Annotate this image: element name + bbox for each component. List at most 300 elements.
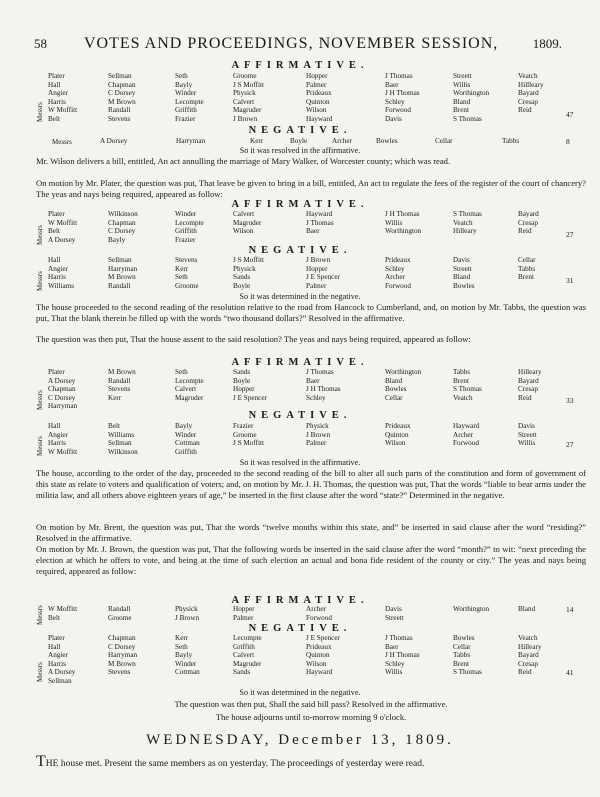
- vote2-neg-messrs-label: Messrs: [36, 271, 44, 291]
- member-name: Forwood: [385, 281, 411, 290]
- member-name: J H Thomas: [385, 89, 420, 98]
- member-name: Calvert: [233, 97, 255, 106]
- member-name: Willis: [385, 218, 403, 227]
- name-column: [518, 210, 539, 236]
- member-name: Bayard: [518, 651, 539, 660]
- name-column: [233, 210, 261, 236]
- member-name: Bowles: [385, 385, 407, 394]
- member-name: Wilson: [306, 659, 327, 668]
- member-name: S Thomas: [453, 668, 482, 677]
- member-name: Wilson: [306, 106, 327, 115]
- member-name: Physick: [175, 605, 198, 613]
- name-column: [233, 634, 262, 677]
- member-name: Kerr: [175, 264, 189, 273]
- member-name: Bayly: [175, 422, 193, 430]
- member-name: Archer: [453, 430, 473, 439]
- member-name: Hayward: [453, 422, 480, 430]
- member-name: Sands: [233, 368, 251, 376]
- paragraph-constitution-bill: The house, according to the order of the day, proceeded to the second reading of the bill to alter all such parts of the constitution and form of government of this state as relate to voters and qualification of voters; and, on motion by Mr. J. H. Thomas, the question was put, That the words “liable to bear arms under the militia law, and all others above eighteen years of age,” be inserted in the first clause after the word “state?” Determined in the negative.: [36, 468, 586, 500]
- member-name: Winder: [175, 659, 197, 668]
- member-name: Reid: [518, 106, 532, 115]
- member-name: Bland: [385, 376, 403, 385]
- member-name: Hopper: [233, 385, 255, 394]
- vote1-result: So it was resolved in the affirmative.: [239, 146, 361, 155]
- member-name: Stevens: [108, 668, 131, 677]
- name-column: [385, 605, 404, 622]
- vote4-affirmative-count: 14: [566, 605, 574, 614]
- paragraph-cumberland-road: The house proceeded to the second reading of the resolution relative to the road from Hancock to Cumberland, and, on motion by Mr. Tabbs, the question was put, That the blank therein be filled up with the words “two thousand dollars?” Resolved in the affirmative.: [36, 302, 586, 323]
- member-name: Boyle: [290, 137, 308, 145]
- member-name: Calvert: [233, 651, 255, 660]
- member-name: J E Spencer: [233, 393, 267, 402]
- house-met-text: HE house met. Present the same members as on yesterday. The proceedings of yesterday were read.: [45, 759, 425, 769]
- name-column: [108, 634, 137, 677]
- member-name: J H Thomas: [385, 210, 420, 218]
- name-column: [233, 368, 267, 402]
- member-name: Worthington: [453, 89, 490, 98]
- member-name: Williams: [108, 430, 135, 439]
- name-column: [453, 72, 489, 124]
- member-name: Bland: [453, 273, 471, 282]
- member-name: Boyle: [233, 376, 251, 385]
- member-name: Cellar: [435, 137, 453, 145]
- name-column: [453, 422, 479, 448]
- member-name: Streett: [453, 264, 472, 273]
- member-name: Bayly: [175, 651, 193, 660]
- member-name: Reid: [518, 393, 532, 402]
- vote3-neg-messrs-label: Messrs: [36, 436, 44, 456]
- member-name: Harryman: [48, 402, 78, 411]
- name-column: [48, 368, 77, 411]
- paragraph-assent-question: The question was then put, That the house assent to the said resolution? The yeas and nays being required, appeared as follow:: [36, 334, 471, 344]
- member-name: Bowles: [376, 137, 398, 145]
- member-name: Harryman: [108, 651, 138, 660]
- member-name: Magruder: [233, 106, 262, 115]
- vote4-aff-messrs-label: Messrs: [36, 605, 44, 625]
- member-name: Lecompte: [175, 218, 204, 227]
- member-name: Prideaux: [306, 89, 332, 98]
- name-column: [233, 72, 264, 124]
- member-name: Wilson: [385, 439, 406, 448]
- member-name: Kerr: [175, 634, 189, 642]
- member-name: Willis: [453, 80, 471, 89]
- member-name: Hayward: [306, 114, 333, 123]
- member-name: Griffith: [175, 227, 197, 236]
- member-name: Tabbs: [453, 651, 471, 660]
- member-name: Physick: [233, 89, 256, 98]
- member-name: Plater: [48, 634, 65, 642]
- vote1-messrs-label: Messrs: [36, 102, 44, 122]
- member-name: Baer: [385, 80, 399, 89]
- name-column: [175, 605, 199, 622]
- vote2-aff-messrs-label: Messrs: [36, 225, 44, 245]
- member-name: J E Spencer: [306, 273, 340, 282]
- vote4-negative-count: 41: [566, 668, 574, 677]
- name-column: [233, 422, 264, 448]
- member-name: Angier: [48, 651, 68, 660]
- vote1-affirmative-heading: AFFIRMATIVE.: [231, 60, 369, 71]
- member-name: Cresap: [518, 385, 538, 394]
- vote2-negative-heading: NEGATIVE.: [248, 245, 352, 256]
- member-name: J Brown: [306, 430, 331, 439]
- member-name: Chapman: [48, 385, 76, 394]
- member-name: Archer: [332, 137, 352, 145]
- name-column: [385, 634, 420, 677]
- name-column: [385, 72, 420, 124]
- member-name: Hayward: [306, 210, 333, 218]
- member-name: C Dorsey: [48, 393, 76, 402]
- member-name: Forwood: [453, 439, 479, 448]
- name-column: [453, 210, 482, 236]
- member-name: Brent: [453, 659, 469, 668]
- member-name: Calvert: [233, 210, 255, 218]
- member-name: J Thomas: [385, 634, 413, 642]
- vote2-affirmative-count: 27: [566, 230, 574, 239]
- member-name: Palmer: [233, 613, 254, 622]
- member-name: C Dorsey: [108, 642, 136, 651]
- member-name: W Moffitt: [48, 218, 78, 227]
- member-name: Groome: [233, 72, 257, 80]
- name-column: [48, 634, 75, 686]
- member-name: Griffith: [233, 642, 255, 651]
- member-name: Bayard: [518, 376, 539, 385]
- member-name: Chapman: [108, 80, 136, 89]
- member-name: Stevens: [175, 256, 198, 264]
- member-name: Chapman: [108, 634, 136, 642]
- member-name: Frazier: [233, 422, 254, 430]
- member-name: Cottman: [175, 668, 200, 677]
- vote3-result: So it was resolved in the affirmative.: [239, 458, 361, 467]
- member-name: Hilleary: [518, 642, 542, 651]
- name-column: [518, 256, 536, 282]
- member-name: A Dorsey: [48, 668, 76, 677]
- member-name: Lecompte: [233, 634, 262, 642]
- member-name: Prideaux: [306, 642, 332, 651]
- member-name: Angier: [48, 89, 68, 98]
- paragraph-plater-motion: On motion by Mr. Plater, the question was put, That leave be given to bring in a bill, entitled, An act to regulate the fees of the register of the court of chancery? The yeas and nays being required, appeared as follow:: [36, 178, 586, 199]
- vote3-negative-heading: NEGATIVE.: [248, 410, 352, 421]
- member-name: Angier: [48, 430, 68, 439]
- member-name: S Thomas: [453, 210, 482, 218]
- name-column: [453, 368, 482, 402]
- name-column: [48, 210, 77, 244]
- name-column: [306, 634, 340, 677]
- member-name: Harris: [48, 659, 66, 668]
- name-column: [175, 634, 200, 677]
- member-name: Hopper: [233, 605, 255, 613]
- member-name: Williams: [48, 281, 75, 290]
- member-name: Davis: [385, 114, 402, 123]
- vote3-aff-messrs-label: Messrs: [36, 390, 44, 410]
- member-name: Lecompte: [175, 376, 204, 385]
- member-name: J Thomas: [385, 72, 413, 80]
- member-name: Hall: [48, 422, 61, 430]
- member-name: Seth: [175, 273, 188, 282]
- name-column: [518, 605, 535, 614]
- member-name: Palmer: [306, 281, 327, 290]
- member-name: Bayly: [175, 80, 193, 89]
- member-name: Schley: [385, 264, 405, 273]
- paragraph-adjourn: The house adjourns until to-morrow morning 9 o'clock.: [215, 712, 407, 722]
- name-column: [108, 72, 136, 124]
- vote4-neg-messrs-label: Messrs: [36, 662, 44, 682]
- member-name: Seth: [175, 72, 188, 80]
- member-name: Davis: [453, 256, 470, 264]
- member-name: Plater: [48, 72, 65, 80]
- member-name: Belt: [48, 114, 60, 123]
- name-column: [518, 422, 537, 448]
- drop-letter: T: [36, 753, 46, 770]
- member-name: J S Moffitt: [233, 256, 265, 264]
- name-column: [518, 368, 542, 402]
- member-name: Veatch: [518, 634, 538, 642]
- member-name: Chapman: [108, 218, 136, 227]
- name-column: [306, 605, 332, 622]
- name-column: [306, 422, 330, 448]
- name-column: [306, 210, 334, 236]
- member-name: Kerr: [250, 137, 264, 145]
- member-name: Griffith: [175, 447, 197, 456]
- member-name: Cottman: [175, 439, 200, 448]
- member-name: Bayard: [518, 210, 539, 218]
- member-name: J Brown: [306, 256, 331, 264]
- member-name: Sellman: [48, 676, 72, 685]
- member-name: Randall: [108, 605, 131, 613]
- member-name: Plater: [48, 368, 65, 376]
- member-name: Brent: [453, 106, 469, 115]
- member-name: Forwood: [385, 106, 411, 115]
- member-name: Randall: [108, 376, 131, 385]
- name-column: [48, 72, 77, 124]
- member-name: Groome: [108, 613, 132, 622]
- paragraph-bill-pass: The question was then put, Shall the said bill pass? Resolved in the affirmative.: [174, 699, 448, 709]
- member-name: Hall: [48, 80, 61, 89]
- member-name: Prideaux: [385, 422, 411, 430]
- member-name: Schley: [385, 659, 405, 668]
- member-name: Kerr: [108, 393, 122, 402]
- name-column: [108, 605, 132, 622]
- vote4-negative-heading: NEGATIVE.: [248, 623, 352, 634]
- member-name: Physick: [306, 422, 329, 430]
- member-name: Reid: [518, 227, 532, 236]
- member-name: C Dorsey: [108, 89, 136, 98]
- member-name: Bayly: [108, 235, 126, 244]
- paragraph-brown-motion: On motion by Mr. J. Brown, the question was put, That the following words be inserted in the said clause after the word “month?” to wit: “next preceding the election at which he offers to vote, and being at the time of such election an actual and bona fide resident of the county or city.” The yeas and nays being required, appeared as follow:: [36, 544, 586, 576]
- member-name: Wilkinson: [108, 447, 138, 456]
- member-name: Cresap: [518, 97, 538, 106]
- member-name: M Brown: [108, 273, 136, 282]
- running-title: VOTES AND PROCEEDINGS, NOVEMBER SESSION,: [84, 35, 499, 52]
- member-name: Harris: [48, 97, 66, 106]
- member-name: Bowles: [453, 281, 475, 290]
- name-column: [306, 368, 341, 402]
- vote1-affirmative-count: 47: [566, 110, 574, 119]
- member-name: Baer: [306, 227, 320, 236]
- member-name: Sands: [233, 273, 251, 282]
- name-column: [48, 605, 77, 622]
- paragraph-brent-motion: On motion by Mr. Brent, the question was put, That the words “twelve months within this state, and” be inserted in said clause after the word “residing?” Resolved in the affirmative.: [36, 522, 586, 543]
- member-name: Calvert: [175, 385, 197, 394]
- name-column: [306, 72, 332, 124]
- member-name: Palmer: [306, 80, 327, 89]
- member-name: Baer: [385, 642, 399, 651]
- member-name: Sands: [233, 668, 251, 677]
- member-name: Groome: [175, 281, 199, 290]
- member-name: Bowles: [453, 634, 475, 642]
- member-name: Veatch: [453, 218, 473, 227]
- member-name: Schley: [385, 97, 405, 106]
- name-column: [175, 422, 200, 456]
- member-name: Reid: [518, 668, 532, 677]
- member-name: Magruder: [175, 393, 204, 402]
- member-name: A Dorsey: [100, 137, 128, 145]
- member-name: Boyle: [233, 281, 251, 290]
- member-name: A Dorsey: [48, 235, 76, 244]
- member-name: Griffith: [175, 106, 197, 115]
- member-name: Winder: [175, 89, 197, 98]
- member-name: J S Moffitt: [233, 80, 265, 89]
- member-name: Winder: [175, 210, 197, 218]
- name-column: [233, 605, 255, 622]
- member-name: J Brown: [175, 613, 200, 622]
- member-name: Hopper: [306, 264, 328, 273]
- member-name: Wilkinson: [108, 210, 138, 218]
- member-name: Frazier: [175, 235, 196, 244]
- member-name: S Thomas: [453, 385, 482, 394]
- member-name: Stevens: [108, 114, 131, 123]
- member-name: Hopper: [306, 72, 328, 80]
- member-name: Harris: [48, 439, 66, 448]
- member-name: Sellman: [108, 256, 132, 264]
- member-name: Harryman: [176, 137, 206, 145]
- member-name: Wilson: [233, 227, 254, 236]
- name-column: [385, 422, 411, 448]
- member-name: Schley: [306, 393, 326, 402]
- member-name: Bland: [453, 97, 471, 106]
- member-name: Willis: [518, 439, 536, 448]
- name-column: [108, 422, 138, 456]
- member-name: Sellman: [108, 439, 132, 448]
- member-name: J Brown: [233, 114, 258, 123]
- member-name: Worthington: [385, 227, 422, 236]
- member-name: Magruder: [233, 218, 262, 227]
- house-met-line: [36, 753, 586, 771]
- name-column: [175, 368, 204, 402]
- member-name: Hayward: [306, 668, 333, 677]
- member-name: Willis: [385, 668, 403, 677]
- name-column: [385, 256, 411, 290]
- member-name: Groome: [233, 430, 257, 439]
- member-name: Streett: [385, 613, 404, 622]
- member-name: Davis: [518, 422, 535, 430]
- member-name: W Moffitt: [48, 605, 78, 613]
- member-name: Angier: [48, 264, 68, 273]
- vote3-affirmative-heading: AFFIRMATIVE.: [231, 357, 369, 368]
- member-name: Hilleary: [518, 368, 542, 376]
- member-name: M Brown: [108, 368, 136, 376]
- member-name: Quinton: [385, 430, 409, 439]
- wednesday-heading: WEDNESDAY, December 13, 1809.: [146, 732, 454, 748]
- member-name: Hall: [48, 256, 61, 264]
- name-column: [518, 634, 542, 677]
- name-column: [385, 368, 421, 402]
- name-column: [518, 72, 544, 115]
- name-column: [108, 210, 138, 244]
- member-name: Tabbs: [502, 137, 520, 145]
- name-column: [108, 256, 137, 290]
- name-column: [453, 256, 475, 290]
- member-name: W Moffitt: [48, 106, 78, 115]
- member-name: Cresap: [518, 218, 538, 227]
- member-name: Cellar: [385, 393, 403, 402]
- vote3-negative-count: 27: [566, 440, 574, 449]
- member-name: M Brown: [108, 97, 136, 106]
- paragraph-wilson-bill: Mr. Wilson delivers a bill, entitled, An act annulling the marriage of Mary Walker, of Worcester county; which was read.: [36, 156, 451, 166]
- member-name: Cellar: [518, 256, 536, 264]
- name-column: [48, 256, 74, 290]
- member-name: Physick: [233, 264, 256, 273]
- member-name: Hilleary: [453, 227, 477, 236]
- vote1-negative-messrs: Messrs: [52, 138, 72, 146]
- member-name: Davis: [385, 605, 402, 613]
- member-name: S Thomas: [453, 114, 482, 123]
- name-column: [385, 210, 421, 236]
- member-name: J S Moffitt: [233, 439, 265, 448]
- name-column: [233, 256, 264, 290]
- name-column: [453, 634, 482, 677]
- member-name: Randall: [108, 281, 131, 290]
- member-name: Quinton: [306, 651, 330, 660]
- member-name: Worthington: [453, 605, 490, 613]
- member-name: Quinton: [306, 97, 330, 106]
- member-name: J E Spencer: [306, 634, 340, 642]
- member-name: Veatch: [518, 72, 538, 80]
- vote2-affirmative-heading: AFFIRMATIVE.: [231, 199, 369, 210]
- member-name: Belt: [48, 227, 60, 236]
- member-name: Veatch: [453, 393, 473, 402]
- member-name: Belt: [48, 613, 60, 622]
- name-column: [175, 210, 204, 244]
- member-name: Bayard: [518, 89, 539, 98]
- page-number: 58: [34, 36, 47, 51]
- member-name: Stevens: [108, 385, 131, 394]
- vote1-negative-count: 8: [566, 137, 570, 146]
- member-name: Seth: [175, 642, 188, 651]
- member-name: Hall: [48, 642, 61, 651]
- member-name: Bland: [518, 605, 536, 613]
- member-name: Archer: [385, 273, 405, 282]
- member-name: Frazier: [175, 114, 196, 123]
- member-name: Prideaux: [385, 256, 411, 264]
- member-name: Magruder: [233, 659, 262, 668]
- member-name: Plater: [48, 210, 65, 218]
- member-name: J H Thomas: [385, 651, 420, 660]
- member-name: Cellar: [453, 642, 471, 651]
- member-name: W Moffitt: [48, 447, 78, 456]
- name-column: [175, 72, 204, 124]
- vote2-negative-count: 31: [566, 276, 574, 285]
- member-name: Tabbs: [453, 368, 471, 376]
- member-name: Hillleary: [518, 80, 544, 89]
- name-column: [306, 256, 340, 290]
- member-name: Baer: [306, 376, 320, 385]
- member-name: Lecompte: [175, 97, 204, 106]
- member-name: Palmer: [306, 439, 327, 448]
- member-name: Archer: [306, 605, 326, 613]
- member-name: Seth: [175, 368, 188, 376]
- vote1-negative-heading: NEGATIVE.: [248, 125, 352, 136]
- member-name: Forwood: [306, 613, 332, 622]
